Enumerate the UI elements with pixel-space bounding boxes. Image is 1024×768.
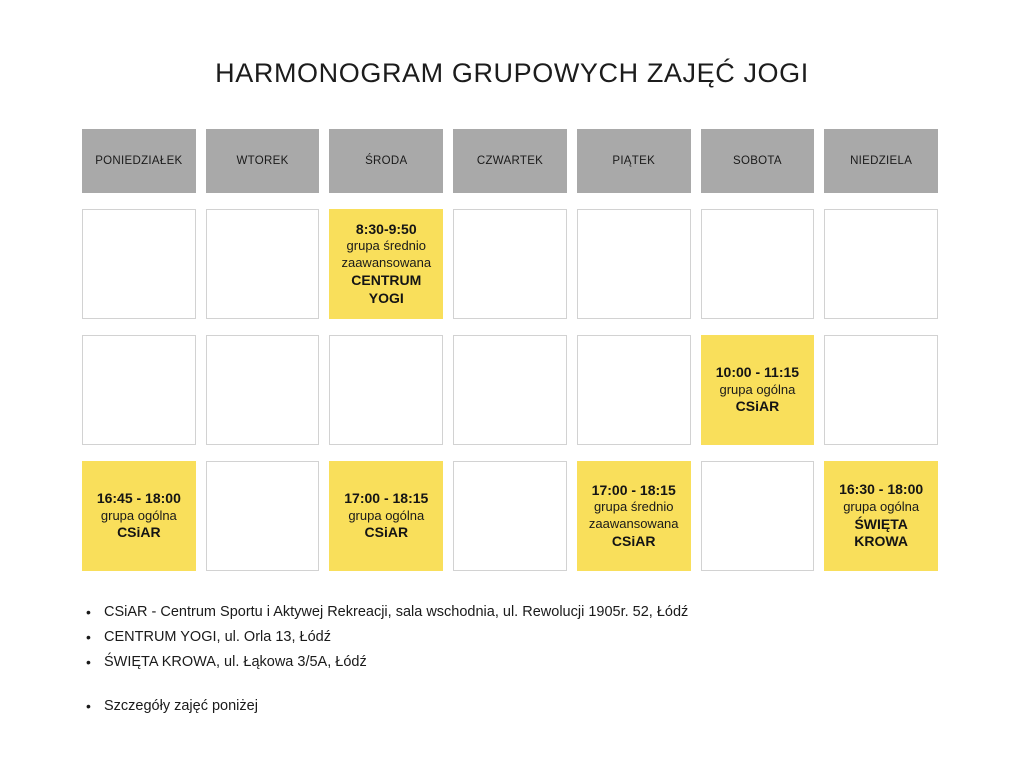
day-header-label: ŚRODA — [365, 155, 408, 167]
empty-slot — [577, 335, 691, 445]
class-slot[interactable] — [577, 461, 691, 571]
note-text: CSiAR - Centrum Sportu i Aktywej Rekreacji, sala wschodnia, ul. Rewolucji 1905r. 52, Łódź — [104, 604, 689, 620]
class-level: grupa średnio zaawansowana — [588, 499, 679, 531]
class-time: 17:00 - 18:15 — [591, 481, 676, 498]
class-slot[interactable] — [824, 461, 938, 571]
class-time: 16:30 - 18:00 — [839, 481, 924, 498]
class-slot[interactable] — [701, 335, 815, 445]
class-slot[interactable] — [329, 461, 443, 571]
empty-slot — [453, 335, 567, 445]
class-level: grupa ogólna — [348, 507, 425, 523]
empty-slot — [701, 461, 815, 571]
empty-slot — [206, 209, 320, 319]
day-header-1 — [206, 129, 320, 193]
bullet-icon: • — [86, 654, 91, 670]
empty-slot — [824, 335, 938, 445]
note-item — [86, 694, 966, 719]
note-item — [86, 625, 966, 650]
day-header-label: NIEDZIELA — [850, 155, 913, 167]
empty-slot — [453, 209, 567, 319]
bullet-icon: • — [86, 698, 91, 714]
note-text: ŚWIĘTA KROWA, ul. Łąkowa 3/5A, Łódź — [104, 654, 367, 670]
note-item — [86, 600, 966, 625]
class-level: grupa ogólna — [100, 507, 177, 523]
weekly-schedule-grid — [82, 129, 938, 571]
empty-slot — [82, 209, 196, 319]
class-slot[interactable] — [329, 209, 443, 319]
empty-slot — [577, 209, 691, 319]
note-text: CENTRUM YOGI, ul. Orla 13, Łódź — [104, 629, 331, 645]
empty-slot — [82, 335, 196, 445]
note-item — [86, 650, 966, 675]
empty-slot — [824, 209, 938, 319]
class-level: grupa średnio zaawansowana — [341, 238, 432, 271]
empty-slot — [453, 461, 567, 571]
day-header-6 — [824, 129, 938, 193]
empty-slot — [206, 461, 320, 571]
day-header-0 — [82, 129, 196, 193]
notes-list — [86, 600, 966, 719]
day-header-3 — [453, 129, 567, 193]
class-location: CSiAR — [735, 398, 780, 415]
day-header-label: PONIEDZIAŁEK — [95, 155, 183, 167]
class-time: 8:30-9:50 — [355, 220, 417, 237]
empty-slot — [329, 335, 443, 445]
class-location: ŚWIĘTA KROWA — [854, 515, 908, 550]
day-header-label: SOBOTA — [732, 155, 782, 167]
day-header-4 — [577, 129, 691, 193]
day-header-2 — [329, 129, 443, 193]
day-header-label: PIĄTEK — [612, 155, 656, 167]
class-level: grupa ogólna — [843, 498, 920, 514]
day-header-label: WTOREK — [236, 155, 289, 167]
class-time: 16:45 - 18:00 — [96, 490, 181, 507]
class-time: 17:00 - 18:15 — [344, 490, 429, 507]
class-time: 10:00 - 11:15 — [715, 364, 800, 381]
empty-slot — [206, 335, 320, 445]
class-slot[interactable] — [82, 461, 196, 571]
class-level: grupa ogólna — [719, 381, 796, 397]
page-title: HARMONOGRAM GRUPOWYCH ZAJĘĆ JOGI — [215, 58, 809, 88]
class-location: CSiAR — [117, 524, 161, 541]
empty-slot — [701, 209, 815, 319]
bullet-icon: • — [86, 629, 91, 645]
class-location: CENTRUM YOGI — [351, 272, 422, 306]
day-header-5 — [701, 129, 815, 193]
class-location: CSiAR — [364, 524, 409, 541]
note-text: Szczegóły zajęć poniżej — [104, 698, 258, 714]
bullet-icon: • — [86, 604, 91, 620]
class-location: CSiAR — [611, 532, 656, 549]
day-header-label: CZWARTEK — [476, 155, 544, 167]
